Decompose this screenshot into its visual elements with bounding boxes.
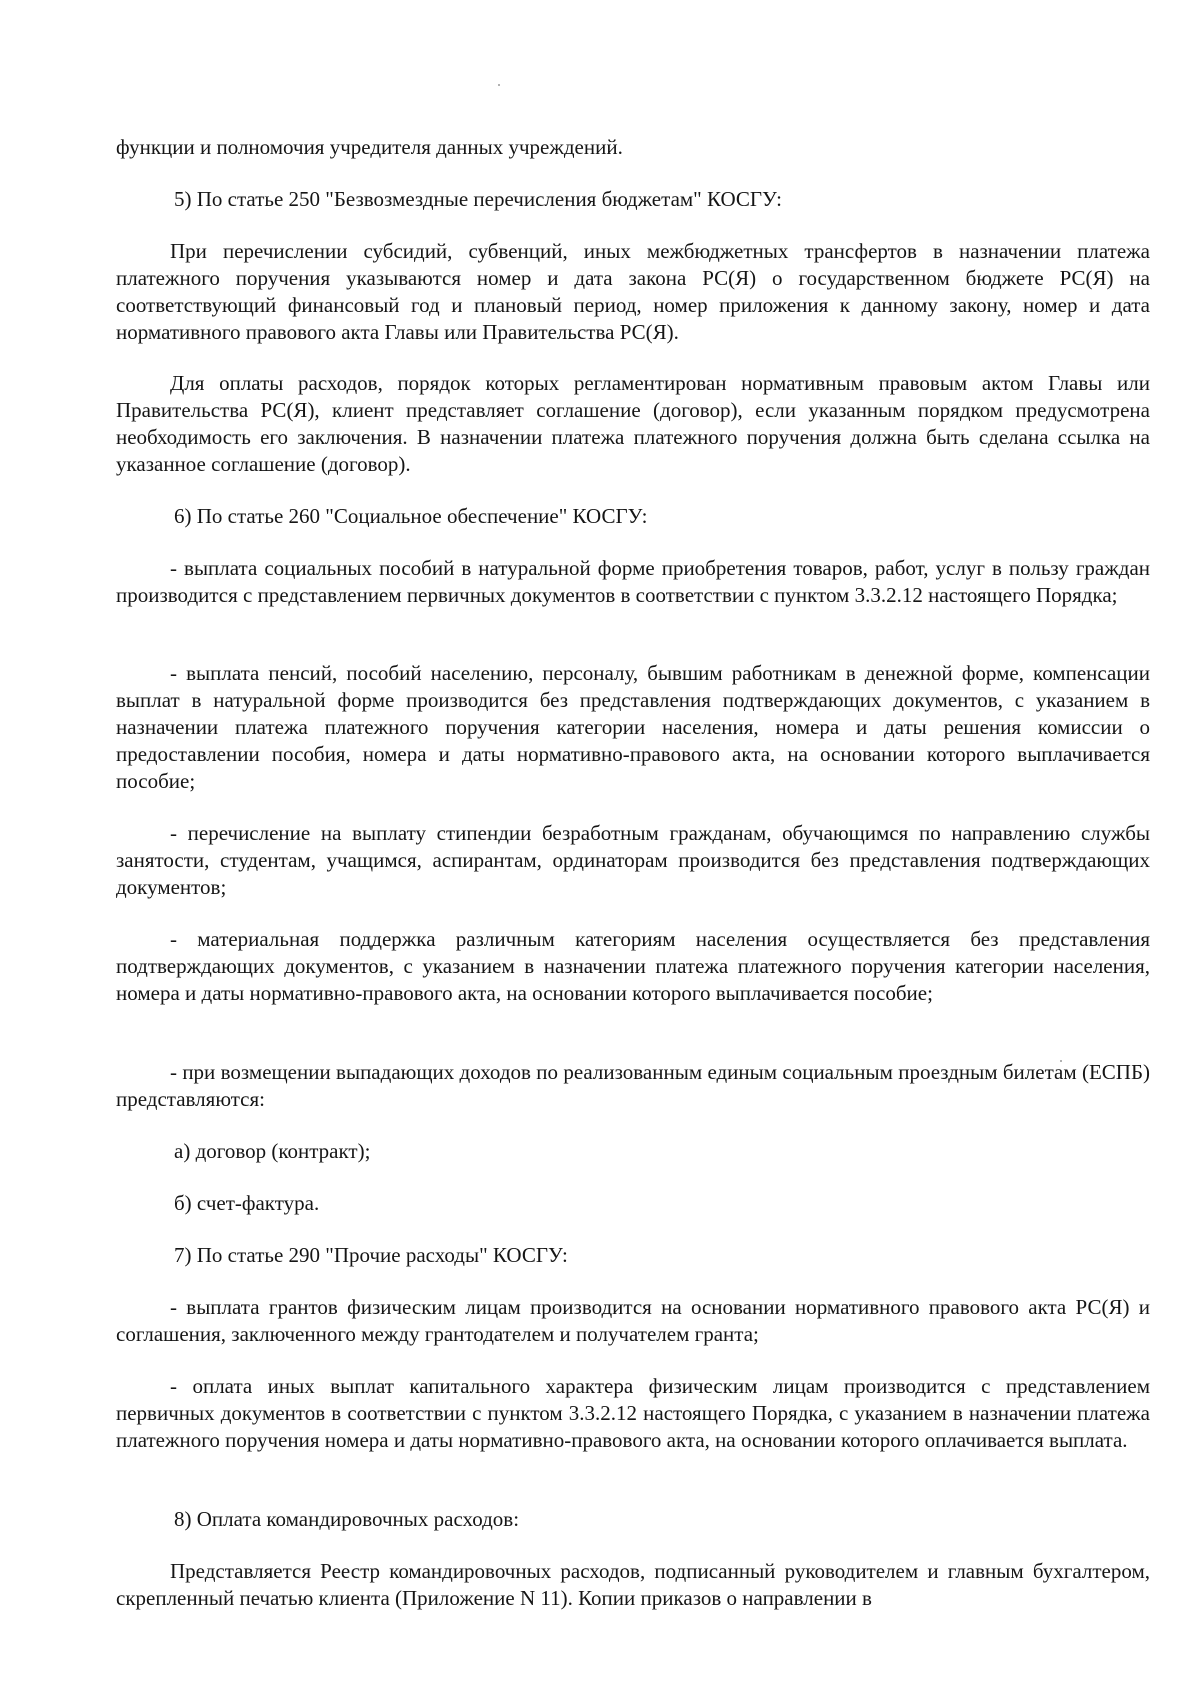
section-7-heading: 7) По статье 290 "Прочие расходы" КОСГУ: <box>174 1243 568 1267</box>
paragraph-intro: функции и полномочия учредителя данных учреждений. <box>116 135 623 159</box>
section-5-heading: 5) По статье 250 "Безвозмездные перечисления бюджетам" КОСГУ: <box>174 187 782 211</box>
paragraph-6-3: - перечисление на выплату стипендии безработным гражданам, обучающимся по направлению службы занятости, студентам, учащимся, аспирантам, ординаторам производится без представления подтверждающих документов; <box>116 821 1150 899</box>
paragraph-6-4: - материальная поддержка различным категориям населения осуществляется без представления подтверждающих документов, с указанием в назначении платежа платежного поручения категории населения, номера и даты нормативно-правового акта, на основании которого выплачивается пособие; <box>116 927 1150 1005</box>
paragraph-5-2: Для оплаты расходов, порядок которых регламентирован нормативным правовым актом Главы или Правительства РС(Я), клиент представляет соглашение (договор), если указанным порядком предусмотрена необходимость его заключения. В назначении платежа платежного поручения должна быть сделана ссылка на указанное соглашение (договор). <box>116 371 1150 476</box>
list-item-a: а) договор (контракт); <box>174 1139 371 1163</box>
paragraph-8-1: Представляется Реестр командировочных расходов, подписанный руководителем и главным бухгалтером, скрепленный печатью клиента (Приложение N 11). Копии приказов о направлении в <box>116 1559 1150 1610</box>
section-8-heading: 8) Оплата командировочных расходов: <box>174 1507 520 1531</box>
paragraph-7-2: - оплата иных выплат капитального характера физическим лицам производится с представлением первичных документов в соответствии с пунктом 3.3.2.12 настоящего Порядка, с указанием в назначении платежа платежного поручения номера и даты нормативно-правового акта, на основании которого оплачивается выплата. <box>116 1374 1150 1452</box>
paragraph-6-5: - при возмещении выпадающих доходов по реализованным единым социальным проездным билетам (ЕСПБ) представляются: <box>116 1060 1150 1111</box>
list-item-b: б) счет-фактура. <box>174 1191 320 1215</box>
paragraph-5-1: При перечислении субсидий, субвенций, иных межбюджетных трансфертов в назначении платежа платежного поручения указываются номер и дата закона РС(Я) о государственном бюджете РС(Я) на соответствующий финансовый год и плановый период, номер приложения к данному закону, номер и дата нормативного правового акта Главы или Правительства РС(Я). <box>116 239 1150 344</box>
paragraph-6-2: - выплата пенсий, пособий населению, персоналу, бывшим работникам в денежной форме, компенсации выплат в натуральной форме производится без представления подтверждающих документов, с указанием в назначении платежа платежного поручения категории населения, номера и даты решения комиссии о предоставлении пособия, номера и даты нормативно-правового акта, на основании которого выплачивается пособие; <box>116 661 1150 793</box>
paragraph-7-1: - выплата грантов физическим лицам производится на основании нормативного правового акта РС(Я) и соглашения, заключенного между грантодателем и получателем гранта; <box>116 1295 1150 1346</box>
paragraph-6-1: - выплата социальных пособий в натуральной форме приобретения товаров, работ, услуг в пользу граждан производится с представлением первичных документов в соответствии с пунктом 3.3.2.12 настоящего Порядка; <box>116 556 1150 607</box>
scan-speck <box>498 84 500 86</box>
section-6-heading: 6) По статье 260 "Социальное обеспечение" КОСГУ: <box>174 504 648 528</box>
